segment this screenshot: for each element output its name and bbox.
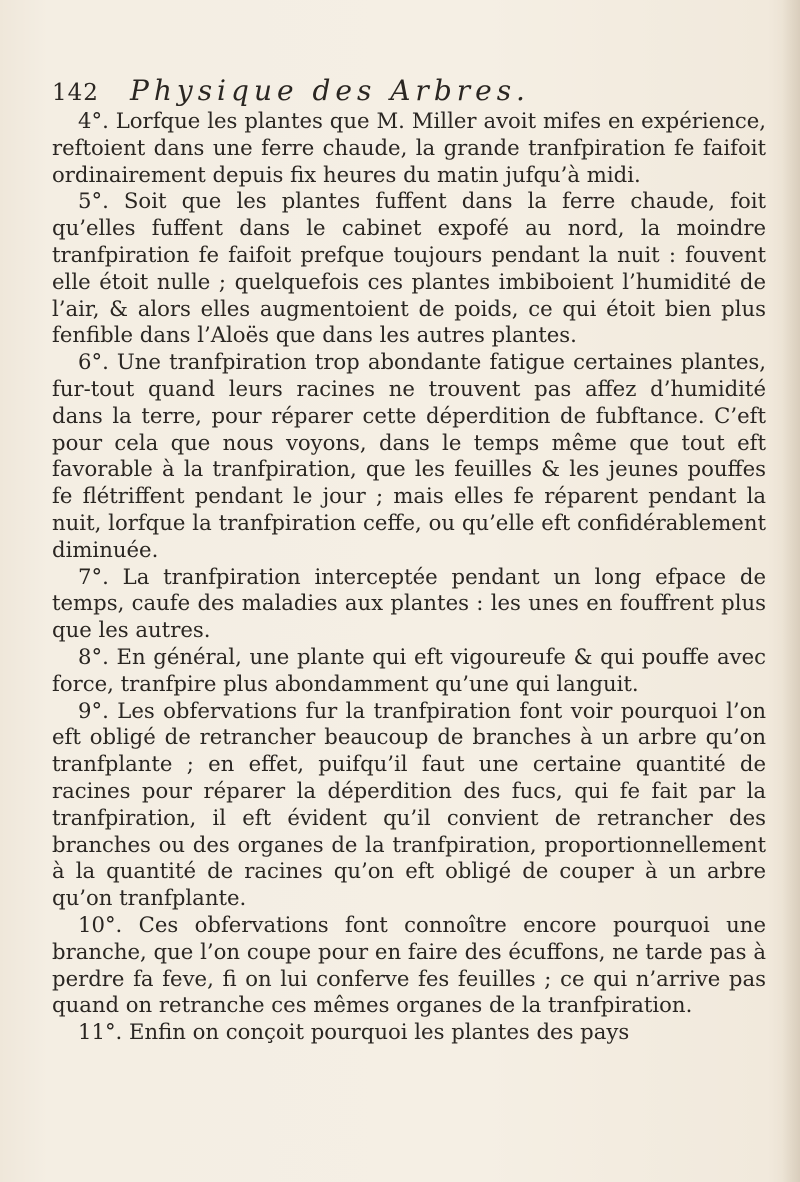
paragraph-10: 10°. Ces obfervations font connoître encore pourquoi une branche, que l’on coupe pour en faire des écuffons, ne tarde pas à perdre fa feve, fi on lui conferve fes feuilles ; ce qui n’arrive pas quand on retranche ces mêmes organes de la tranfpiration. [52, 911, 766, 1018]
paragraph-6: 6°. Une tranfpiration trop abondante fatigue certaines plantes, fur-tout quand leurs racines ne trouvent pas affez d’humidité dans la terre, pour réparer cette déperdition de fubftance. C’eft pour cela que nous voyons, dans le temps même que tout eft favorable à la tranfpiration, que les feuilles & les jeunes pouffes fe flétriffent pendant le jour ; mais elles fe réparent pendant la nuit, lorfque la tranfpiration ceffe, ou qu’elle eft confidérablement diminuée. [52, 349, 766, 562]
paragraph-11: 11°. Enfin on conçoit pourquoi les plantes des pays [78, 1019, 630, 1045]
paragraph-8: 8°. En général, une plante qui eft vigoureufe & qui pouffe avec force, tranfpire plus abondamment qu’une qui languit. [52, 643, 766, 696]
body-text [52, 108, 766, 1046]
page-number: 142 [52, 80, 99, 106]
paragraph-9: 9°. Les obfervations fur la tranfpiration font voir pourquoi l’on eft obligé de retrancher beaucoup de branches à un arbre qu’on tranfplante ; en effet, puifqu’il faut une certaine quantité de racines pour réparer la déperdition des fucs, qui fe fait par la tranfpiration, il eft évident qu’il convient de retrancher des branches ou des organes de la tranfpiration, proportionnellement à la quantité de racines qu’on eft obligé de couper à un arbre qu’on tranfplante. [52, 697, 766, 911]
paragraph-4: 4°. Lorfque les plantes que M. Miller avoit mifes en expérience, reftoient dans une ferre chaude, la grande tranfpiration fe faifoit ordinairement depuis fix heures du matin jufqu’à midi. [52, 108, 766, 187]
page-header [52, 68, 752, 108]
running-title: Physique des Arbres. [130, 74, 530, 107]
paragraph-5: 5°. Soit que les plantes fuffent dans la ferre chaude, foit qu’elles fuffent dans le cabinet expofé au nord, la moindre tranfpiration fe faifoit prefque toujours pendant la nuit : fouvent elle étoit nulle ; quelquefois ces plantes imbiboient l’humidité de l’air, & alors elles augmentoient de poids, ce qui étoit bien plus fenfible dans l’Aloës que dans les autres plantes. [52, 188, 766, 348]
page-edge-shadow [782, 0, 800, 1182]
paragraph-7: 7°. La tranfpiration interceptée pendant un long efpace de temps, caufe des maladies aux plantes : les unes en fouffrent plus que les autres. [52, 563, 766, 643]
